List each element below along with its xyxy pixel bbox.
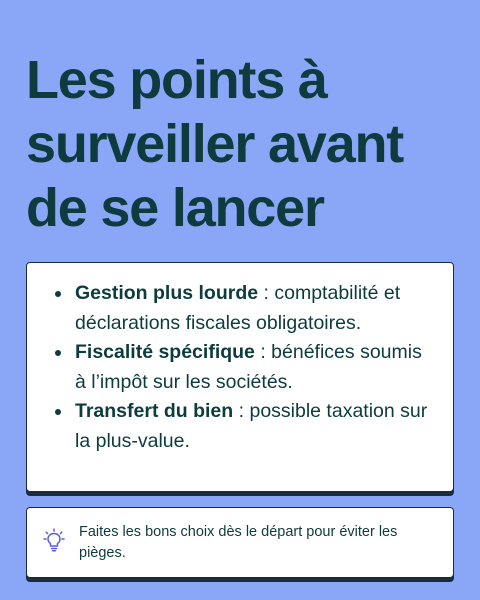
- point-description: bénéfices soumis à l’impôt sur les sociétés.: [75, 341, 422, 393]
- tip-card: [26, 507, 454, 578]
- page-title: Les points à surveiller avant de se lancer: [26, 50, 404, 238]
- point-term: Transfert du bien: [75, 400, 234, 422]
- points-card: [26, 262, 454, 492]
- list-item: [55, 279, 435, 338]
- point-separator: :: [254, 341, 272, 363]
- tip-text: Faites les bons choix dès le départ pour éviter les pièges.: [79, 524, 398, 561]
- lightbulb-icon: [43, 528, 65, 552]
- point-separator: :: [258, 282, 275, 304]
- list-item: [55, 338, 435, 397]
- point-separator: :: [233, 400, 250, 422]
- point-description: possible taxation sur la plus-value.: [75, 400, 428, 452]
- point-term: Fiscalité spécifique: [75, 341, 255, 363]
- list-item: [55, 397, 435, 456]
- point-term: Gestion plus lourde: [75, 282, 259, 304]
- point-description: comptabilité et déclarations fiscales obligatoires.: [75, 282, 401, 334]
- points-list: [55, 279, 435, 456]
